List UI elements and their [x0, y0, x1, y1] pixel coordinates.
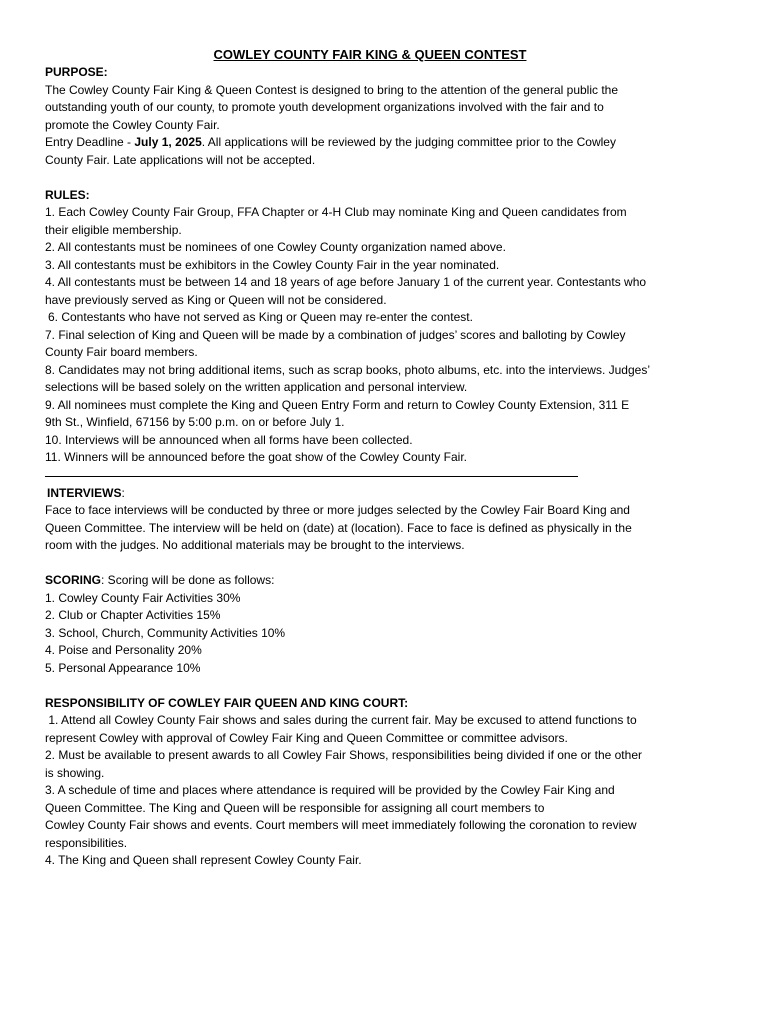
responsibility-line: 4. The King and Queen shall represent Cowley County Fair. — [45, 853, 362, 867]
rule-line: 2. All contestants must be nominees of one Cowley County organization named above. — [45, 240, 506, 254]
responsibility-line: 2. Must be available to present awards to all Cowley Fair Shows, responsibilities being divided if one or the other — [45, 748, 642, 762]
deadline-line2: County Fair. Late applications will not be accepted. — [45, 152, 316, 167]
deadline-prefix: Entry Deadline - — [45, 135, 135, 149]
responsibility-line: Queen Committee. The King and Queen will be responsible for assigning all court members to — [45, 800, 545, 815]
rule-line: 8. Candidates may not bring additional items, such as scrap books, photo albums, etc. into the interviews. Judges’ — [45, 362, 650, 377]
scoring-heading-line — [45, 572, 695, 590]
rule-line: their eligible membership. — [45, 222, 182, 237]
document-page — [45, 46, 695, 870]
responsibility-line: responsibilities. — [45, 835, 128, 850]
rule-line: 9. All nominees must complete the King and Queen Entry Form and return to Cowley County Extension, 311 E — [45, 397, 630, 412]
responsibility-line: 1. Attend all Cowley County Fair shows and sales during the current fair. May be excused to attend functions to — [45, 713, 637, 727]
rule-line: 10. Interviews will be announced when all forms have been collected. — [45, 432, 413, 447]
interviews-line: room with the judges. No additional materials may be brought to the interviews. — [45, 538, 465, 552]
scoring-item: 5. Personal Appearance 10% — [45, 660, 201, 675]
interviews-line: Face to face interviews will be conducted by three or more judges selected by the Cowley Fair Board King and — [45, 503, 630, 517]
interviews-heading: INTERVIEWS — [47, 485, 122, 500]
responsibility-line: Cowley County Fair shows and events. Court members will meet immediately following the coronation to review — [45, 818, 637, 832]
scoring-item: 4. Poise and Personality 20% — [45, 643, 202, 657]
deadline-date: July 1, 2025 — [134, 135, 202, 149]
spacer — [45, 169, 695, 187]
rule-line: 11. Winners will be announced before the goat show of the Cowley County Fair. — [45, 450, 468, 464]
responsibility-line: 3. A schedule of time and places where attendance is required will be provided by the Cowley Fair King and — [45, 783, 615, 797]
rule-line: selections will be based solely on the written application and personal interview. — [45, 380, 468, 394]
rule-line: 9th St., Winfield, 67156 by 5:00 p.m. on or before July 1. — [45, 415, 345, 429]
rules-heading: RULES: — [45, 187, 90, 202]
scoring-heading: SCORING — [45, 573, 102, 587]
scoring-item: 3. School, Church, Community Activities 10% — [45, 625, 286, 640]
rule-line: 4. All contestants must be between 14 and 18 years of age before January 1 of the current year. Contestants who — [45, 275, 647, 289]
interviews-colon: : — [121, 485, 125, 500]
purpose-line: promote the Cowley County Fair. — [45, 117, 220, 132]
purpose-line: The Cowley County Fair King & Queen Contest is designed to bring to the attention of the general public the — [45, 82, 619, 97]
deadline-suffix: . All applications will be reviewed by the judging committee prior to the Cowley — [201, 135, 616, 149]
rule-line: 1. Each Cowley County Fair Group, FFA Chapter or 4-H Club may nominate King and Queen candidates from — [45, 205, 627, 219]
scoring-item: 2. Club or Chapter Activities 15% — [45, 608, 221, 622]
purpose-line: outstanding youth of our county, to promote youth development organizations involved with the fair and to — [45, 100, 604, 114]
spacer — [45, 555, 695, 573]
horizontal-divider — [45, 467, 578, 477]
rule-line: County Fair board members. — [45, 345, 198, 359]
responsibility-line: is showing. — [45, 765, 105, 780]
spacer — [45, 677, 695, 695]
responsibility-heading: RESPONSIBILITY OF COWLEY FAIR QUEEN AND KING COURT: — [45, 695, 409, 710]
page-title: COWLEY COUNTY FAIR KING & QUEEN CONTEST — [213, 47, 527, 62]
scoring-intro: : Scoring will be done as follows: — [101, 573, 275, 587]
responsibility-line: represent Cowley with approval of Cowley Fair King and Queen Committee or committee advisors. — [45, 730, 568, 745]
rule-line: 6. Contestants who have not served as King or Queen may re-enter the contest. — [48, 310, 473, 324]
purpose-heading: PURPOSE: — [45, 65, 108, 79]
rule-line: 7. Final selection of King and Queen will be made by a combination of judges’ scores and balloting by Cowley — [45, 327, 626, 342]
interviews-line: Queen Committee. The interview will be held on (date) at (location). Face to face is defined as physically in the — [45, 520, 632, 535]
entry-deadline — [45, 134, 695, 152]
rule-line: 3. All contestants must be exhibitors in the Cowley County Fair in the year nominated. — [45, 257, 500, 272]
scoring-item: 1. Cowley County Fair Activities 30% — [45, 590, 241, 605]
interviews-heading-line — [45, 485, 695, 503]
rule-line: have previously served as King or Queen will not be considered. — [45, 292, 387, 307]
